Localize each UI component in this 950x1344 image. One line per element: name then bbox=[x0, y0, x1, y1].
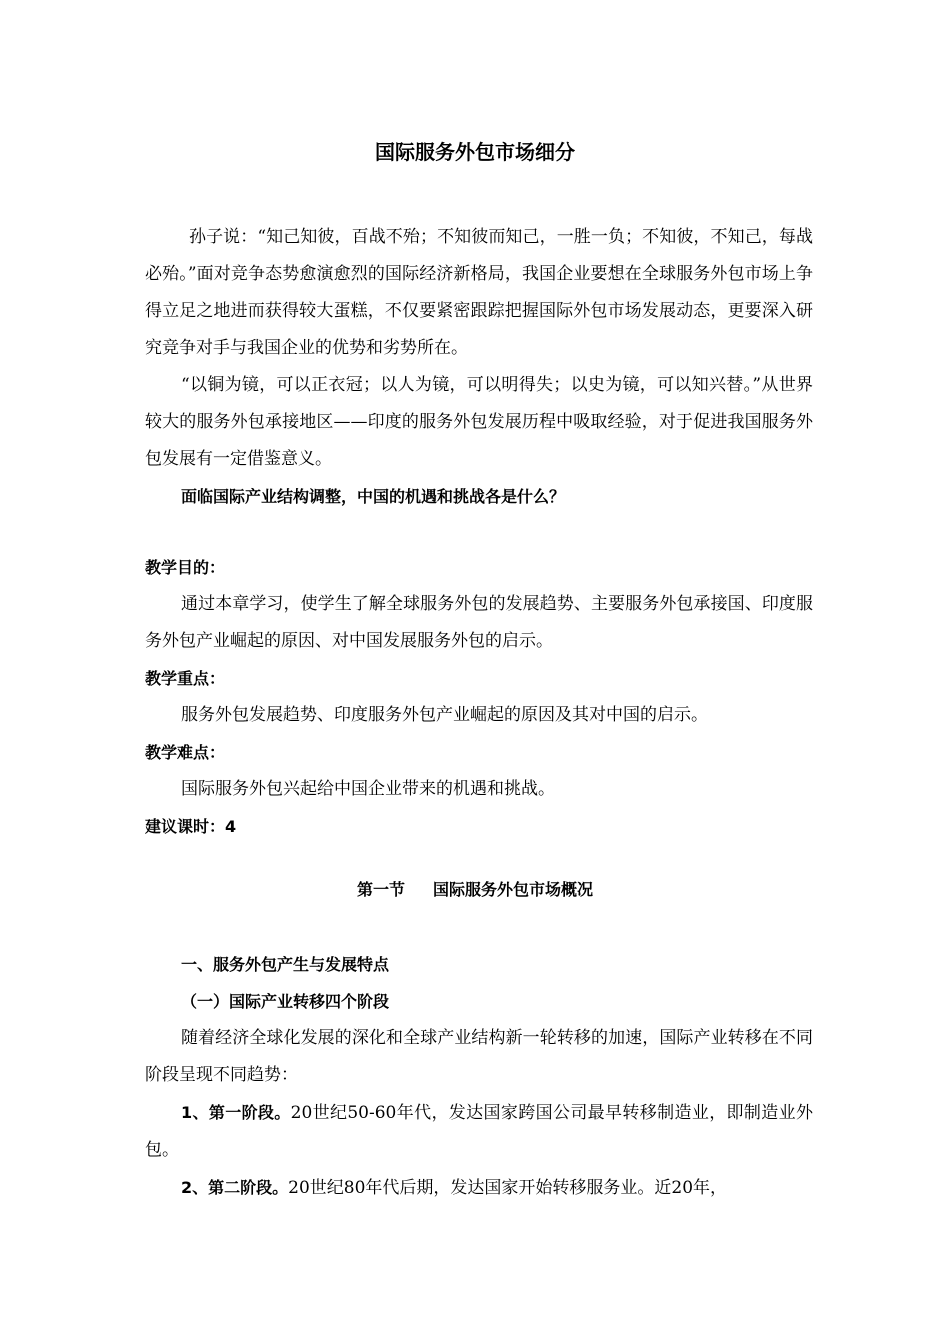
document-title: 国际服务外包市场细分 bbox=[375, 140, 575, 164]
goal-label: 教学目的： bbox=[145, 558, 226, 577]
discussion-question: 面临国际产业结构调整，中国的机遇和挑战各是什么？ bbox=[181, 487, 566, 506]
stage-1-text: 20世纪50-60年代，发达国家跨国公司最早转移制造业，即制造业外包。 bbox=[145, 1103, 813, 1160]
intro-paragraph-1: 孙子说：“知己知彼，百战不殆；不知彼而知己，一胜一负；不知彼，不知己，每战必殆。”面对竞争态势愈演愈烈的国际经济新格局，我国企业要想在全球服务外包市场上争得立足之地进而获得较大蛋糕，不仅要紧密跟踪把握国际外包市场发展动态，更要深入研究竞争对手与我国企业的优势和劣势所在。 bbox=[145, 227, 813, 358]
stage-2-label: 2、第二阶段。 bbox=[181, 1178, 289, 1197]
intro-paragraph-2: “以铜为镜，可以正衣冠；以人为镜，可以明得失；以史为镜，可以知兴替。”从世界较大的服务外包承接地区——印度的服务外包发展历程中吸取经验，对于促进我国服务外包发展有一定借鉴意义。 bbox=[145, 375, 813, 469]
difficulty-label: 教学难点： bbox=[145, 743, 226, 762]
suggested-hours: 建议课时：4 bbox=[145, 817, 237, 836]
intro-block bbox=[145, 219, 813, 515]
section-body bbox=[145, 946, 813, 1207]
stage-2-paragraph bbox=[145, 1169, 813, 1207]
heading-level-1: 一、服务外包产生与发展特点 bbox=[181, 955, 390, 974]
focus-text: 服务外包发展趋势、印度服务外包产业崛起的原因及其对中国的启示。 bbox=[181, 705, 708, 725]
body-paragraph: 随着经济全球化发展的深化和全球产业结构新一轮转移的加速，国际产业转移在不同阶段呈现不同趋势： bbox=[145, 1028, 813, 1085]
section-number: 第一节 bbox=[356, 880, 405, 899]
focus-label: 教学重点： bbox=[145, 669, 226, 688]
goal-text: 通过本章学习，使学生了解全球服务外包的发展趋势、主要服务外包承接国、印度服务外包产业崛起的原因、对中国发展服务外包的启示。 bbox=[145, 594, 813, 651]
section-heading bbox=[0, 874, 950, 906]
difficulty-text: 国际服务外包兴起给中国企业带来的机遇和挑战。 bbox=[181, 779, 555, 799]
stage-1-label: 1、第一阶段。 bbox=[181, 1103, 291, 1122]
teaching-block bbox=[145, 549, 813, 845]
heading-level-2: （一）国际产业转移四个阶段 bbox=[181, 992, 390, 1011]
stage-1-paragraph bbox=[145, 1094, 813, 1169]
stage-2-text: 20世纪80年代后期，发达国家开始转移服务业。近20年， bbox=[288, 1178, 728, 1198]
section-title: 国际服务外包市场概况 bbox=[433, 880, 594, 899]
